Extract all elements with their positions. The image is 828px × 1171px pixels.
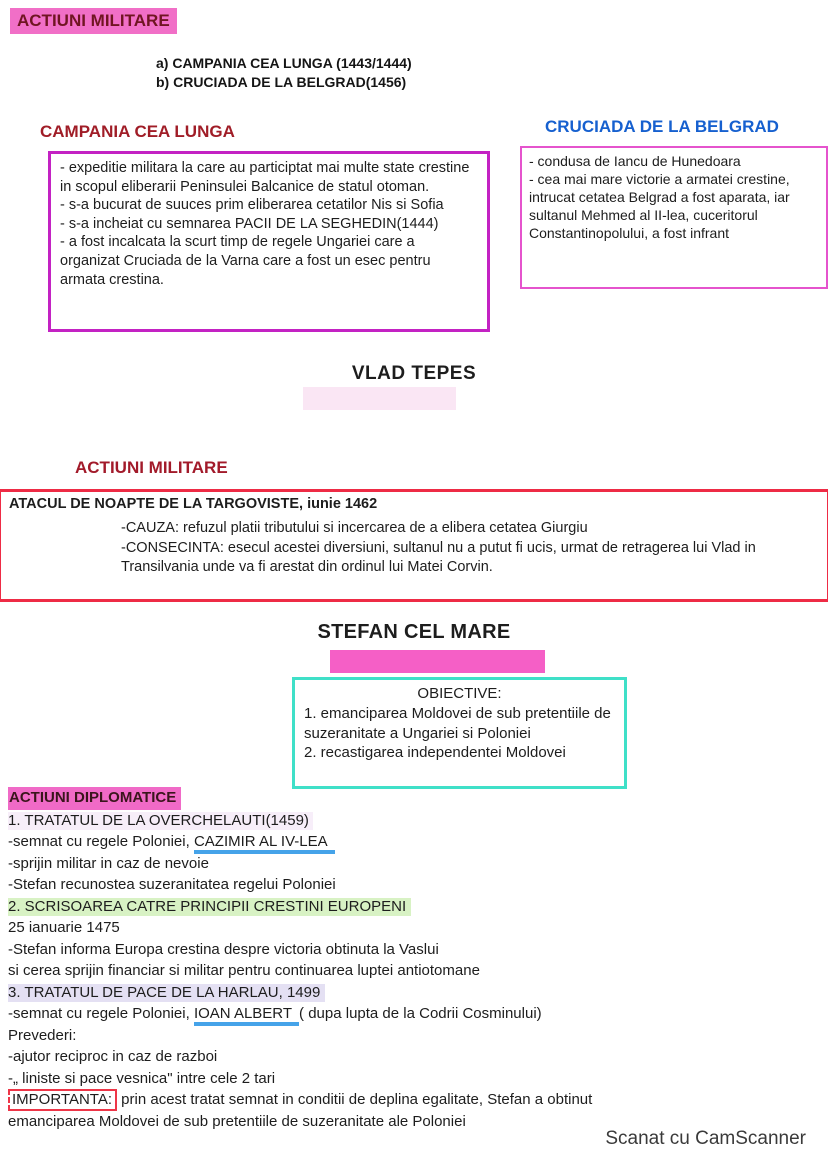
vlad-tepes-title: VLAD TEPES — [351, 363, 477, 384]
provision-item: -„ liniste si pace vesnica" intre cele 2 tari — [8, 1069, 276, 1087]
note-line: - s-a incheiat cu semnarea PACII DE LA SEGHEDIN(1444) — [60, 215, 439, 232]
letter-title: 2. SCRISOAREA CATRE PRINCIPII CRESTINI EUROPENI — [8, 898, 411, 916]
letter-line2: si cerea sprijin financiar si militar pentru continuarea luptei antiotomane — [8, 962, 480, 979]
diplomatic-actions-section — [8, 787, 822, 1132]
treaty1-title-line — [8, 810, 822, 832]
campania-note-box — [48, 151, 490, 332]
provision-item: -ajutor reciproc in caz de razboi — [8, 1048, 218, 1065]
vlad-actiuni-militare-heading: ACTIUNI MILITARE — [75, 458, 228, 477]
treaty3-signed-line — [8, 1003, 822, 1025]
night-attack-box — [0, 489, 828, 602]
importance-line — [8, 1089, 822, 1111]
treaty3-signed-prefix: -semnat cu regele Poloniei, — [8, 1005, 194, 1022]
attack-cause: -CAUZA: refuzul platii tributului si incercarea de a elibera cetatea Giurgiu — [121, 520, 588, 536]
letter-title-line — [8, 896, 822, 918]
note-line: - cea mai mare victorie a armatei crestine, intrucat cetatea Belgrad a fost aparata, iar sultanul Mehmed al II-lea, cuceritorul Constantinopolului, a fost infrant — [529, 171, 790, 241]
attack-details — [121, 519, 817, 578]
stefan-title-highlight — [330, 650, 545, 673]
note-line: - condusa de Iancu de Hunedoara — [529, 153, 741, 169]
importance-label: IMPORTANTA: — [8, 1089, 117, 1111]
treaty1-king-underlined: CAZIMIR AL IV-LEA — [194, 833, 335, 854]
treaty3-title-line — [8, 982, 822, 1004]
objectives-box — [292, 677, 627, 789]
importance-text: prin acest tratat semnat in conditii de deplina egalitate, Stefan a obtinut — [117, 1091, 593, 1108]
list-item: a) CAMPANIA CEA LUNGA (1443/1444) — [156, 55, 412, 71]
page-title: ACTIUNI MILITARE — [10, 8, 177, 34]
treaty3-title: 3. TRATATUL DE PACE DE LA HARLAU, 1499 — [8, 984, 325, 1002]
treaty3-signed-suffix: ( dupa lupta de la Codrii Cosminului) — [299, 1005, 542, 1022]
importance-continuation: emanciparea Moldovei de sub pretentiile de suzeranitate ale Poloniei — [8, 1112, 466, 1130]
provisions-label: Prevederi: — [8, 1026, 77, 1044]
note-line: - a fost incalcata la scurt timp de regele Ungariei care a organizat Cruciada de la Varna care a fost un esec pentru armata crestina. — [60, 234, 431, 288]
objective-item: 1. emanciparea Moldovei de sub pretentiile de suzeranitate a Ungariei si Poloniei — [304, 704, 611, 742]
note-line: - expeditie militara la care au participtat mai multe state crestine in scopul eliberarii Peninsulei Balcanice de statul otoman. — [60, 160, 470, 195]
diplomatic-heading: ACTIUNI DIPLOMATICE — [8, 787, 181, 810]
treaty1-signed-line — [8, 831, 822, 853]
cruciada-heading: CRUCIADA DE LA BELGRAD — [545, 117, 779, 136]
treaty1-support-line: -sprijin militar in caz de nevoie — [8, 854, 209, 872]
stefan-cel-mare-title: STEFAN CEL MARE — [317, 621, 511, 643]
attack-title: ATACUL DE NOAPTE DE LA TARGOVISTE, iunie 1462 — [9, 496, 378, 512]
treaty3-king-underlined: IOAN ALBERT — [194, 1005, 299, 1026]
letter-date-line: 25 ianuarie 1475 — [8, 919, 120, 936]
treaty1-signed-prefix: -semnat cu regele Poloniei, — [8, 833, 194, 850]
letter-line1: -Stefan informa Europa crestina despre victoria obtinuta la Vaslui — [8, 940, 439, 958]
vlad-title-highlight — [303, 387, 456, 410]
objective-item: 2. recastigarea independentei Moldovei — [304, 744, 566, 762]
list-item: b) CRUCIADA DE LA BELGRAD(1456) — [156, 74, 407, 90]
treaty1-title: 1. TRATATUL DE LA OVERCHELAUTI(1459) — [8, 812, 313, 830]
cruciada-note-box — [520, 146, 828, 289]
diplomatic-heading-line — [8, 787, 822, 810]
campania-heading: CAMPANIA CEA LUNGA — [40, 122, 235, 141]
note-line: - s-a bucurat de suuces prim eliberarea cetatilor Nis si Sofia — [60, 197, 444, 214]
objectives-heading: OBIECTIVE: — [417, 685, 502, 702]
campaign-list — [156, 54, 412, 92]
camscanner-credit: Scanat cu CamScanner — [605, 1128, 806, 1149]
attack-consequence: -CONSECINTA: esecul acestei diversiuni, sultanul nu a putut fi ucis, urmat de retragerea lui Vlad in Transilvania unde va fi arestat din ordinul lui Matei Corvin. — [121, 539, 756, 575]
treaty1-vassal-line: -Stefan recunostea suzeranitatea regelui Poloniei — [8, 876, 336, 893]
